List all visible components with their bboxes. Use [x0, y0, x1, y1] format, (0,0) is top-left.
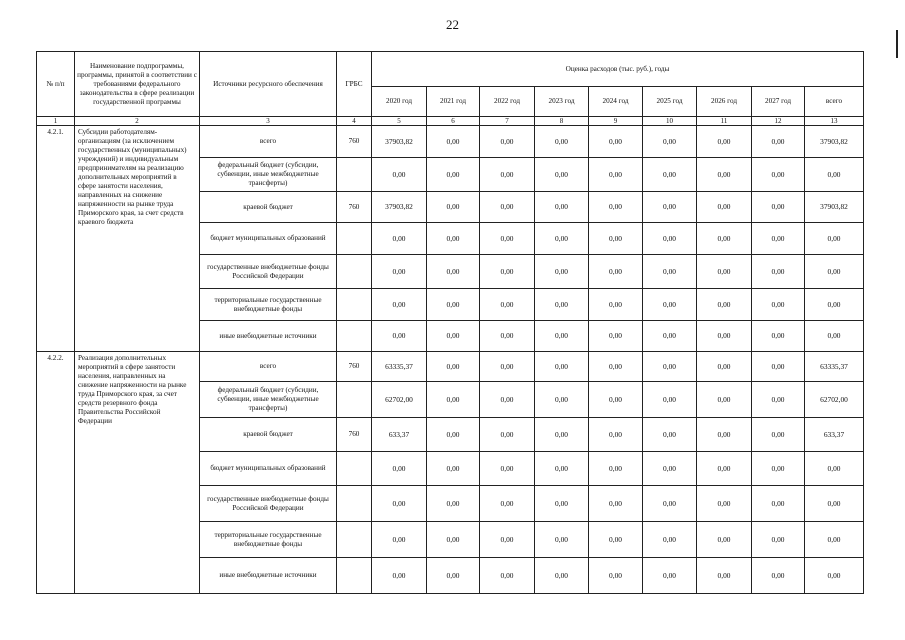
- value-cell: 0,00: [643, 486, 697, 522]
- value-cell: 0,00: [535, 321, 589, 352]
- value-cell: 0,00: [427, 522, 480, 558]
- header-year-cell: 2022 год: [480, 87, 535, 117]
- header-number-cell: № п/п: [37, 52, 75, 117]
- grbs-cell: [337, 158, 372, 192]
- header-year-cell: 2020 год: [372, 87, 427, 117]
- value-cell: 0,00: [643, 158, 697, 192]
- header-year-cell: 2026 год: [697, 87, 752, 117]
- value-cell: 0,00: [372, 321, 427, 352]
- value-cell: 0,00: [752, 382, 805, 418]
- value-cell: 0,00: [480, 289, 535, 321]
- section-number-cell: 4.2.1.: [37, 126, 75, 352]
- value-cell: 0,00: [427, 289, 480, 321]
- grbs-cell: [337, 223, 372, 255]
- value-cell: 0,00: [697, 522, 752, 558]
- value-cell: 0,00: [589, 522, 643, 558]
- source-cell: федеральный бюджет (субсидии, субвенции, иные межбюджетные трансферты): [200, 382, 337, 418]
- value-cell: 0,00: [535, 522, 589, 558]
- value-cell: 0,00: [589, 382, 643, 418]
- value-cell: 0,00: [427, 558, 480, 594]
- total-cell: 37903,82: [805, 192, 864, 223]
- value-cell: 0,00: [480, 158, 535, 192]
- value-cell: 0,00: [372, 452, 427, 486]
- value-cell: 0,00: [480, 255, 535, 289]
- value-cell: 0,00: [589, 255, 643, 289]
- value-cell: 0,00: [643, 418, 697, 452]
- value-cell: 0,00: [752, 289, 805, 321]
- value-cell: 0,00: [535, 289, 589, 321]
- value-cell: 0,00: [643, 126, 697, 158]
- value-cell: 0,00: [535, 418, 589, 452]
- total-cell: 0,00: [805, 158, 864, 192]
- column-index-cell: 11: [697, 117, 752, 126]
- header-year-cell: 2024 год: [589, 87, 643, 117]
- source-cell: всего: [200, 352, 337, 382]
- value-cell: 0,00: [535, 558, 589, 594]
- header-year-cell: 2023 год: [535, 87, 589, 117]
- value-cell: 0,00: [535, 126, 589, 158]
- value-cell: 0,00: [643, 192, 697, 223]
- value-cell: 0,00: [480, 522, 535, 558]
- source-cell: территориальные государственные внебюджетные фонды: [200, 289, 337, 321]
- grbs-cell: [337, 558, 372, 594]
- value-cell: 0,00: [643, 321, 697, 352]
- value-cell: 0,00: [697, 321, 752, 352]
- source-cell: федеральный бюджет (субсидии, субвенции, иные межбюджетные трансферты): [200, 158, 337, 192]
- value-cell: 0,00: [589, 352, 643, 382]
- value-cell: 0,00: [643, 289, 697, 321]
- value-cell: 0,00: [752, 255, 805, 289]
- value-cell: 0,00: [697, 486, 752, 522]
- value-cell: 0,00: [427, 255, 480, 289]
- total-cell: 0,00: [805, 522, 864, 558]
- value-cell: 0,00: [752, 223, 805, 255]
- value-cell: 0,00: [697, 418, 752, 452]
- column-index-cell: 12: [752, 117, 805, 126]
- value-cell: 0,00: [427, 352, 480, 382]
- value-cell: 0,00: [372, 289, 427, 321]
- value-cell: 63335,37: [372, 352, 427, 382]
- value-cell: 0,00: [535, 486, 589, 522]
- column-index-cell: 7: [480, 117, 535, 126]
- value-cell: 0,00: [372, 223, 427, 255]
- value-cell: 0,00: [480, 192, 535, 223]
- total-cell: 62702,00: [805, 382, 864, 418]
- value-cell: 0,00: [697, 289, 752, 321]
- total-cell: 0,00: [805, 321, 864, 352]
- total-cell: 0,00: [805, 558, 864, 594]
- grbs-cell: [337, 486, 372, 522]
- header-estimate-cell: Оценка расходов (тыс. руб.), годы: [372, 52, 864, 87]
- value-cell: 0,00: [427, 223, 480, 255]
- value-cell: 0,00: [697, 126, 752, 158]
- value-cell: 37903,82: [372, 192, 427, 223]
- value-cell: 0,00: [535, 382, 589, 418]
- value-cell: 0,00: [752, 558, 805, 594]
- value-cell: 0,00: [535, 352, 589, 382]
- value-cell: 0,00: [372, 486, 427, 522]
- value-cell: 0,00: [697, 255, 752, 289]
- header-name-cell: Наименование подпрограммы, программы, принятой в соответствии с требованиями федерального законодательства в сфере реализации государственной программы: [75, 52, 200, 117]
- value-cell: 0,00: [752, 192, 805, 223]
- source-cell: бюджет муниципальных образований: [200, 452, 337, 486]
- value-cell: 0,00: [589, 158, 643, 192]
- section-name-cell: Реализация дополнительных мероприятий в сфере занятости населения, направленных на снижение напряженности на рынке труда Приморского края, за счет средств резервного фонда Правительства Российской Федерации: [75, 352, 200, 594]
- grbs-cell: 760: [337, 126, 372, 158]
- column-index-cell: 4: [337, 117, 372, 126]
- grbs-cell: [337, 289, 372, 321]
- value-cell: 0,00: [372, 255, 427, 289]
- value-cell: 0,00: [752, 352, 805, 382]
- column-index-cell: 2: [75, 117, 200, 126]
- value-cell: 0,00: [643, 223, 697, 255]
- value-cell: 0,00: [697, 452, 752, 486]
- total-cell: 0,00: [805, 486, 864, 522]
- total-cell: 0,00: [805, 289, 864, 321]
- value-cell: 0,00: [589, 223, 643, 255]
- column-index-cell: 3: [200, 117, 337, 126]
- grbs-cell: [337, 255, 372, 289]
- value-cell: 0,00: [589, 486, 643, 522]
- value-cell: 0,00: [427, 452, 480, 486]
- source-cell: государственные внебюджетные фонды Российской Федерации: [200, 486, 337, 522]
- value-cell: 0,00: [752, 452, 805, 486]
- column-index-cell: 13: [805, 117, 864, 126]
- header-year-cell: 2025 год: [643, 87, 697, 117]
- grbs-cell: 760: [337, 418, 372, 452]
- grbs-cell: [337, 321, 372, 352]
- header-year-cell: 2027 год: [752, 87, 805, 117]
- budget-table: [36, 51, 864, 594]
- section-name-cell: Субсидии работодателям-организациям (за исключением государственных (муниципальных) учреждений) и индивидуальным предпринимателям на реализацию дополнительных мероприятий в сфере занятости населения, направленных на снижение напряженности на рынке труда Приморского края, за счет средств краевого бюджета: [75, 126, 200, 352]
- value-cell: 0,00: [589, 126, 643, 158]
- grbs-cell: [337, 382, 372, 418]
- header-year-cell: 2021 год: [427, 87, 480, 117]
- column-index-cell: 5: [372, 117, 427, 126]
- value-cell: 0,00: [427, 418, 480, 452]
- header-source-cell: Источники ресурсного обеспечения: [200, 52, 337, 117]
- value-cell: 0,00: [752, 486, 805, 522]
- total-cell: 0,00: [805, 452, 864, 486]
- value-cell: 0,00: [372, 522, 427, 558]
- value-cell: 37903,82: [372, 126, 427, 158]
- source-cell: иные внебюджетные источники: [200, 558, 337, 594]
- column-index-cell: 9: [589, 117, 643, 126]
- page-number: 22: [446, 17, 459, 32]
- value-cell: 0,00: [643, 255, 697, 289]
- value-cell: 0,00: [535, 192, 589, 223]
- value-cell: 0,00: [427, 158, 480, 192]
- column-index-cell: 1: [37, 117, 75, 126]
- value-cell: 0,00: [697, 192, 752, 223]
- value-cell: 0,00: [643, 452, 697, 486]
- value-cell: 0,00: [589, 192, 643, 223]
- source-cell: краевой бюджет: [200, 418, 337, 452]
- value-cell: 0,00: [480, 486, 535, 522]
- source-cell: краевой бюджет: [200, 192, 337, 223]
- source-cell: территориальные государственные внебюджетные фонды: [200, 522, 337, 558]
- value-cell: 62702,00: [372, 382, 427, 418]
- grbs-cell: [337, 452, 372, 486]
- value-cell: 0,00: [535, 158, 589, 192]
- value-cell: 0,00: [480, 223, 535, 255]
- value-cell: 0,00: [372, 158, 427, 192]
- value-cell: 0,00: [480, 321, 535, 352]
- table-row: [37, 126, 864, 158]
- value-cell: 0,00: [480, 382, 535, 418]
- value-cell: 0,00: [480, 352, 535, 382]
- grbs-cell: 760: [337, 352, 372, 382]
- table-row: [37, 352, 864, 382]
- value-cell: 0,00: [752, 522, 805, 558]
- value-cell: 0,00: [589, 558, 643, 594]
- source-cell: государственные внебюджетные фонды Российской Федерации: [200, 255, 337, 289]
- value-cell: 0,00: [697, 223, 752, 255]
- grbs-cell: [337, 522, 372, 558]
- value-cell: 0,00: [752, 158, 805, 192]
- value-cell: 0,00: [480, 558, 535, 594]
- value-cell: 0,00: [427, 321, 480, 352]
- value-cell: 0,00: [480, 126, 535, 158]
- scan-edge-mark: [896, 30, 898, 58]
- value-cell: 0,00: [480, 418, 535, 452]
- value-cell: 0,00: [535, 452, 589, 486]
- value-cell: 0,00: [372, 558, 427, 594]
- total-cell: 63335,37: [805, 352, 864, 382]
- header-grbs-cell: ГРБС: [337, 52, 372, 117]
- value-cell: 0,00: [427, 382, 480, 418]
- total-cell: 37903,82: [805, 126, 864, 158]
- value-cell: 0,00: [697, 382, 752, 418]
- column-index-cell: 6: [427, 117, 480, 126]
- value-cell: 0,00: [427, 192, 480, 223]
- value-cell: 633,37: [372, 418, 427, 452]
- value-cell: 0,00: [589, 321, 643, 352]
- column-index-cell: 10: [643, 117, 697, 126]
- value-cell: 0,00: [589, 289, 643, 321]
- header-total-cell: всего: [805, 87, 864, 117]
- value-cell: 0,00: [643, 558, 697, 594]
- value-cell: 0,00: [535, 223, 589, 255]
- source-cell: иные внебюджетные источники: [200, 321, 337, 352]
- value-cell: 0,00: [697, 558, 752, 594]
- section-number-cell: 4.2.2.: [37, 352, 75, 594]
- value-cell: 0,00: [589, 418, 643, 452]
- grbs-cell: 760: [337, 192, 372, 223]
- value-cell: 0,00: [643, 352, 697, 382]
- source-cell: всего: [200, 126, 337, 158]
- source-cell: бюджет муниципальных образований: [200, 223, 337, 255]
- value-cell: 0,00: [643, 522, 697, 558]
- value-cell: 0,00: [480, 452, 535, 486]
- total-cell: 0,00: [805, 255, 864, 289]
- value-cell: 0,00: [589, 452, 643, 486]
- value-cell: 0,00: [697, 352, 752, 382]
- value-cell: 0,00: [535, 255, 589, 289]
- column-index-cell: 8: [535, 117, 589, 126]
- total-cell: 0,00: [805, 223, 864, 255]
- value-cell: 0,00: [752, 126, 805, 158]
- value-cell: 0,00: [427, 126, 480, 158]
- value-cell: 0,00: [643, 382, 697, 418]
- value-cell: 0,00: [752, 321, 805, 352]
- value-cell: 0,00: [752, 418, 805, 452]
- value-cell: 0,00: [427, 486, 480, 522]
- total-cell: 633,37: [805, 418, 864, 452]
- value-cell: 0,00: [697, 158, 752, 192]
